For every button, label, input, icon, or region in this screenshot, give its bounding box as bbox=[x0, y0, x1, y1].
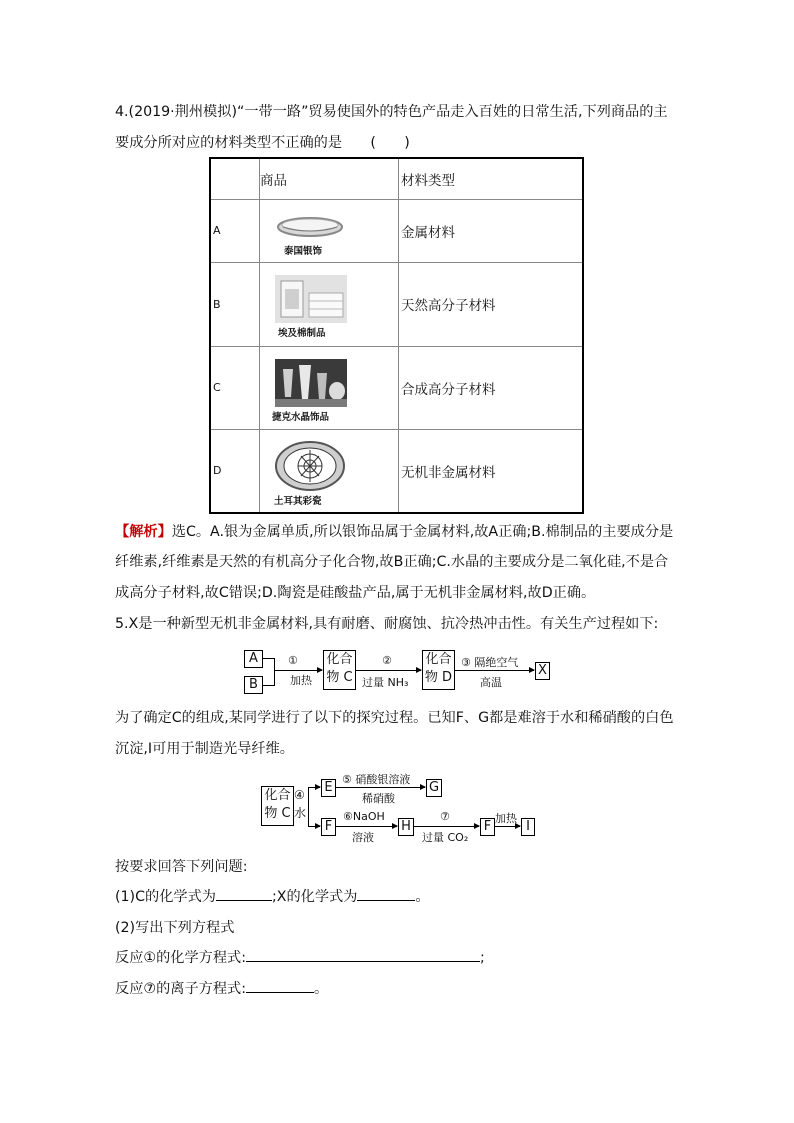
analysis-line-3: 成高分子材料,故C错误;D.陶瓷是硅酸盐产品,属于无机非金属材料,故D正确。 bbox=[115, 585, 596, 601]
material-type: 金属材料 bbox=[399, 199, 584, 262]
node-f: F bbox=[321, 818, 336, 836]
table-row bbox=[210, 199, 583, 262]
table-row bbox=[210, 346, 583, 429]
q4-line-1: 4.(2019·荆州模拟)“一带一路”贸易使国外的特色产品走入百姓的日常生活,下列商品的主 bbox=[115, 104, 668, 120]
arrow-to-e bbox=[308, 787, 320, 788]
step-1-label: ① bbox=[288, 654, 298, 667]
step-7-label: ⑦ bbox=[440, 810, 450, 823]
table-header-row bbox=[210, 158, 583, 199]
header-goods: 商品 bbox=[260, 158, 399, 199]
arrow-6 bbox=[335, 826, 397, 827]
step-5-label: ⑤ 硝酸银溶液 bbox=[342, 773, 411, 786]
node-e: E bbox=[321, 779, 336, 797]
q5-line-1: 5.X是一种新型无机非金属材料,具有耐磨、耐腐蚀、抗冷热冲击性。有关生产过程如下: bbox=[115, 616, 659, 632]
option-label: D bbox=[210, 429, 260, 513]
arrow-7 bbox=[413, 826, 479, 827]
analysis-tag: 【解析】 bbox=[115, 524, 172, 540]
step-8-label: 加热 bbox=[495, 812, 517, 825]
q5-line-2: 为了确定C的组成,某同学进行了以下的探究过程。已知F、G都是难溶于水和稀硝酸的白色 bbox=[115, 710, 674, 726]
node-a: A bbox=[244, 650, 263, 668]
arrow-1 bbox=[274, 670, 322, 671]
q5-line-3: 沉淀,I可用于制造光导纤维。 bbox=[115, 741, 294, 757]
material-type: 天然高分子材料 bbox=[399, 262, 584, 346]
cotton-towel-image bbox=[275, 275, 345, 323]
node-compound-c: 化合 物 C bbox=[323, 650, 356, 690]
q5-line-7: 反应①的化学方程式: ; bbox=[115, 950, 485, 966]
arrow-to-f bbox=[308, 826, 320, 827]
table-row bbox=[210, 262, 583, 346]
arrow-3 bbox=[454, 670, 534, 671]
step-1-condition: 加热 bbox=[290, 674, 312, 687]
step-6-condition: 溶液 bbox=[352, 831, 374, 844]
q5-line-4: 按要求回答下列问题: bbox=[115, 859, 248, 875]
answer-blank-x[interactable] bbox=[357, 900, 415, 901]
arrow-5 bbox=[335, 787, 425, 788]
node-compound-d: 化合 物 D bbox=[422, 650, 455, 690]
step-3-label: ③ 隔绝空气 bbox=[461, 656, 519, 669]
item-caption: 土耳其彩瓷 bbox=[274, 495, 322, 507]
node-g: G bbox=[426, 779, 442, 797]
header-type: 材料类型 bbox=[399, 158, 584, 199]
item-caption: 捷克水晶饰品 bbox=[272, 411, 330, 423]
answer-blank-c[interactable] bbox=[216, 900, 272, 901]
q5-line-6: (2)写出下列方程式 bbox=[115, 920, 235, 936]
option-label: C bbox=[210, 346, 260, 429]
arrow-2 bbox=[355, 670, 421, 671]
step-7-condition: 过量 CO₂ bbox=[422, 831, 469, 844]
node-compound-c: 化合 物 C bbox=[261, 786, 294, 826]
option-label: B bbox=[210, 262, 260, 346]
step-2-condition: 过量 NH₃ bbox=[362, 676, 409, 689]
step-2-label: ② bbox=[382, 654, 392, 667]
step-4-label: ④ bbox=[294, 788, 305, 802]
step-5-condition: 稀硝酸 bbox=[362, 792, 395, 805]
goods-table bbox=[209, 157, 584, 514]
ceramic-plate-image bbox=[275, 441, 345, 491]
arrow-8 bbox=[494, 826, 520, 827]
table-row bbox=[210, 429, 583, 513]
crystal-glass-image bbox=[275, 359, 345, 407]
material-type: 合成高分子材料 bbox=[399, 346, 584, 429]
node-f-2: F bbox=[480, 818, 495, 836]
answer-blank-reaction-1[interactable] bbox=[246, 961, 480, 962]
q5-line-5: (1)C的化学式为 ;X的化学式为 。 bbox=[115, 889, 430, 905]
node-x: X bbox=[535, 662, 550, 680]
node-b: B bbox=[244, 676, 263, 694]
step-4-condition: 水 bbox=[294, 806, 307, 820]
step-3-condition: 高温 bbox=[480, 676, 502, 689]
analysis-line-2: 纤维素,纤维素是天然的有机高分子化合物,故B正确;C.水晶的主要成分是二氧化硅,不是合 bbox=[115, 554, 669, 570]
silver-bracelet-image bbox=[275, 211, 345, 255]
option-label: A bbox=[210, 199, 260, 262]
q5-line-8: 反应⑦的离子方程式: 。 bbox=[115, 981, 329, 997]
answer-blank-reaction-7[interactable] bbox=[246, 992, 314, 993]
item-caption: 泰国银饰 bbox=[284, 245, 323, 257]
node-h: H bbox=[398, 818, 414, 836]
item-caption: 埃及棉制品 bbox=[278, 328, 326, 339]
merge-bracket bbox=[262, 658, 275, 686]
analysis-line-1: 【解析】选C。A.银为金属单质,所以银饰品属于金属材料,故A正确;B.棉制品的主要成分是 bbox=[115, 524, 674, 540]
node-i: I bbox=[521, 818, 535, 836]
branch-line bbox=[308, 787, 309, 826]
step-6-label: ⑥NaOH bbox=[343, 810, 385, 823]
q4-line-2: 要成分所对应的材料类型不正确的是 ( ) bbox=[115, 135, 410, 151]
material-type: 无机非金属材料 bbox=[399, 429, 584, 513]
